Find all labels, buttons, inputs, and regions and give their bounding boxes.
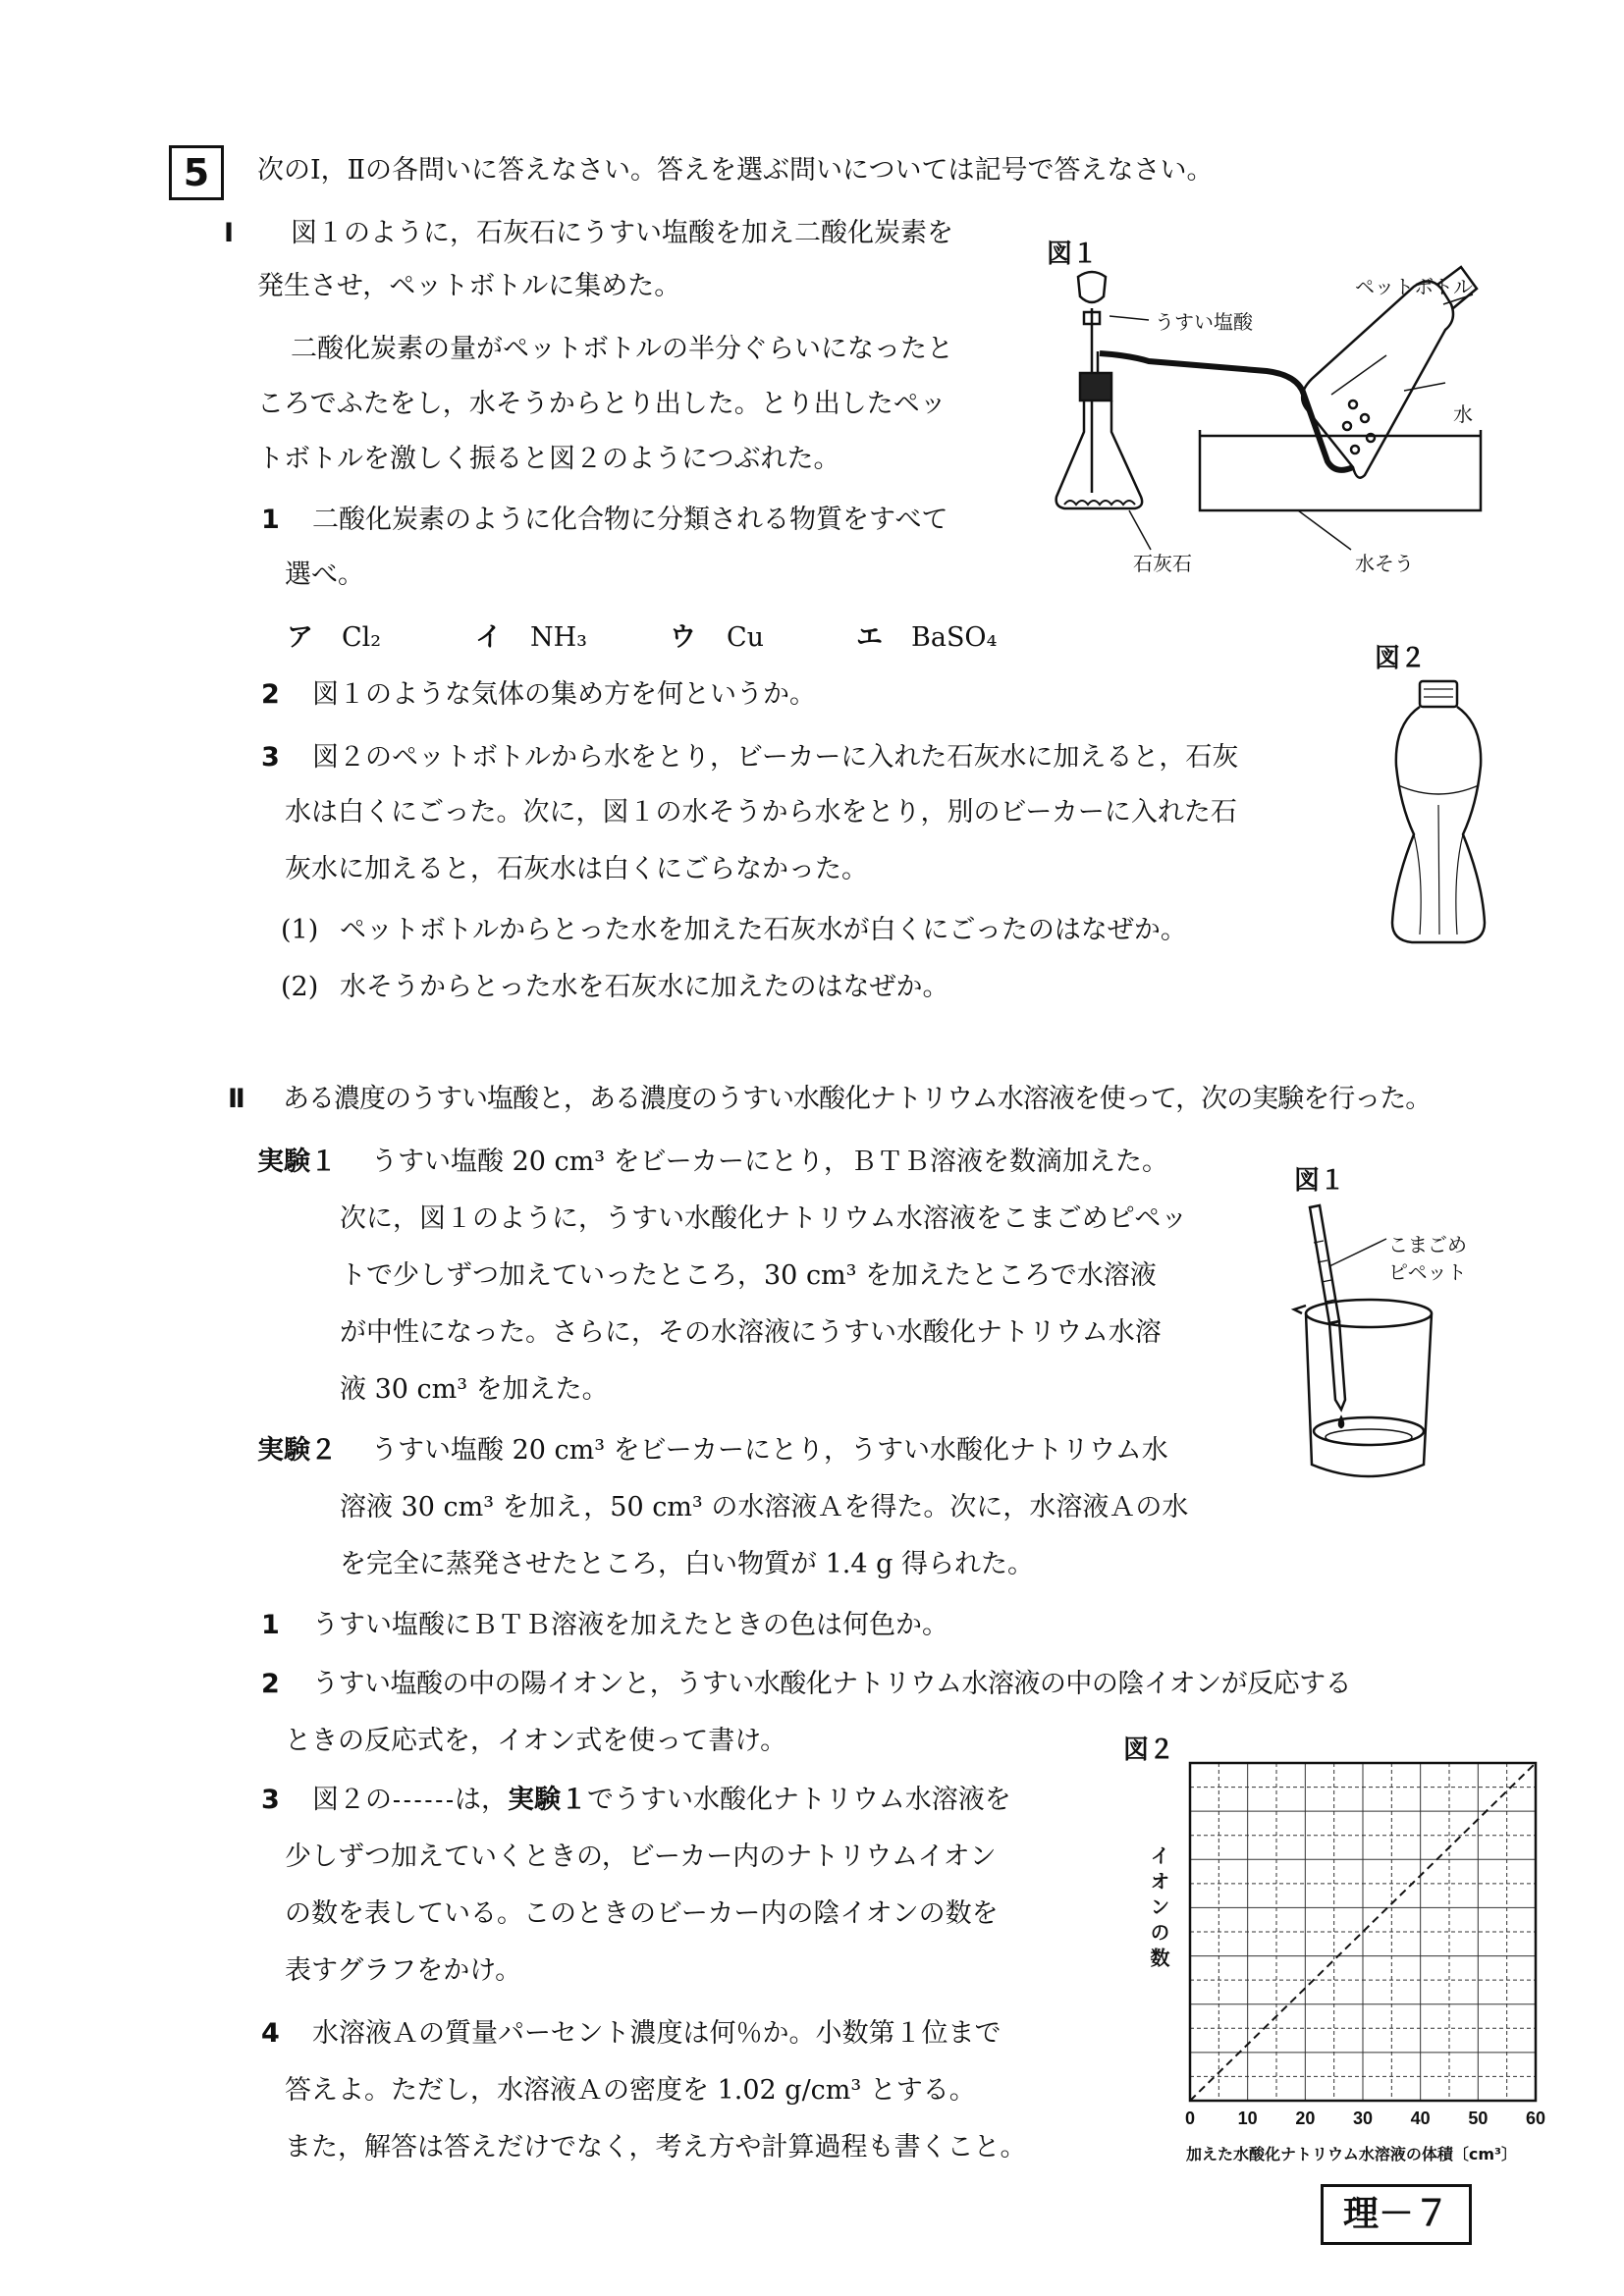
exp2-line-1: うすい塩酸 20 cm³ をビーカーにとり，うすい水酸化ナトリウム水 — [371, 1435, 1168, 1466]
part1-intro-line-5: トボトルを激しく振ると図２のようにつぶれた。 — [257, 444, 840, 474]
p2-q4-line-3: また，解答は答えだけでなく，考え方や計算過程も書くこと。 — [285, 2132, 1027, 2163]
p2-q2-line-1: うすい塩酸の中の陽イオンと，うすい水酸化ナトリウム水溶液の中の陰イオンが反応する — [312, 1669, 1352, 1699]
p2-fig2-title: 図２ — [1123, 1735, 1175, 1765]
exp2-line-2: 溶液 30 cm³ を加え，50 cm³ の水溶液Ａを得た。次に，水溶液Ａの水 — [340, 1492, 1189, 1522]
x-tick-label: 60 — [1525, 2109, 1546, 2128]
p1-q1-line-1: 二酸化炭素のように化合物に分類される物質をすべて — [312, 505, 948, 535]
p1-fig1-label-limestone: 石灰石 — [1133, 552, 1192, 575]
p1-fig1-title: 図１ — [1047, 240, 1099, 269]
p2-q3-line-3: の数を表している。このときのビーカー内の陰イオンの数を — [285, 1898, 999, 1929]
x-tick-label: 10 — [1237, 2109, 1258, 2128]
gas-collection-apparatus — [1041, 265, 1512, 589]
p2-q2-number: 2 — [261, 1669, 280, 1699]
p2-q1-text: うすい塩酸にＢＴＢ溶液を加えたときの色は何色か。 — [312, 1610, 948, 1640]
p1-fig1-label-bottle: ペットボトル — [1355, 275, 1473, 298]
p2-q3-line-1-b: は， — [455, 1785, 508, 1815]
part2-intro: ある濃度のうすい塩酸と，ある濃度のうすい水酸化ナトリウム水溶液を使って，次の実験を行った。 — [283, 1084, 1432, 1114]
choice-c-mark: ウ — [670, 622, 696, 653]
p1-q3-sub2-text: 水そうからとった水を石灰水に加えたのはなぜか。 — [340, 972, 949, 1002]
p1-fig1-label-water: 水 — [1453, 402, 1473, 426]
question-number-box: 5 — [169, 145, 224, 200]
part1-intro-line-2: 発生させ，ペットボトルに集めた。 — [257, 271, 681, 301]
dashed-line-sample — [394, 1800, 453, 1802]
exp1-label: 実験１ — [257, 1147, 337, 1177]
x-tick-label: 20 — [1295, 2109, 1316, 2128]
part1-intro-line-4: ころでふたをし，水そうからとり出した。とり出したペッ — [257, 389, 947, 419]
p2-fig1-label-pipette-2: ピペット — [1388, 1260, 1467, 1284]
choice-b-mark: イ — [475, 622, 502, 653]
exp1-line-1: うすい塩酸 20 cm³ をビーカーにとり，ＢＴＢ溶液を数滴加えた。 — [371, 1147, 1169, 1177]
p1-q1-number: 1 — [261, 505, 280, 535]
crushed-bottle-illustration — [1384, 677, 1492, 947]
p2-q3-number: 3 — [261, 1785, 280, 1815]
p2-q3-line-1 — [312, 1781, 1011, 1820]
part1-intro-line-1: 図１のように，石灰石にうすい塩酸を加え二酸化炭素を — [291, 218, 953, 248]
p1-q3-line-2: 水は白くにごった。次に，図１の水そうから水をとり，別のビーカーに入れた石 — [285, 797, 1237, 828]
p1-q3-number: 3 — [261, 742, 280, 773]
choice-a-mark: ア — [287, 622, 313, 653]
p2-q4-line-2: 答えよ。ただし，水溶液Ａの密度を 1.02 g/cm³ とする。 — [285, 2075, 976, 2106]
choice-b-text: NH₃ — [530, 622, 587, 653]
p2-q4-line-1: 水溶液Ａの質量パーセント濃度は何％か。小数第１位まで — [312, 2018, 1001, 2049]
choice-d-mark: エ — [856, 622, 883, 653]
choice-a-text: Cl₂ — [342, 622, 382, 653]
p1-q2-text: 図１のような気体の集め方を何というか。 — [312, 679, 816, 710]
page-label: 理－７ — [1321, 2184, 1472, 2245]
chart-x-label: 加えた水酸化ナトリウム水溶液の体積〔cm³〕 — [1186, 2145, 1518, 2163]
p2-q1-number: 1 — [261, 1610, 280, 1640]
p2-q3-line-1-d: でうすい水酸化ナトリウム水溶液を — [587, 1785, 1011, 1815]
p1-q3-line-3: 灰水に加えると，石灰水は白くにごらなかった。 — [285, 854, 868, 884]
pipette-beaker-illustration — [1292, 1203, 1489, 1498]
p2-q3-line-1-c: 実験１ — [508, 1785, 587, 1815]
p1-q1-line-2: 選べ。 — [285, 560, 364, 590]
exp2-line-3: を完全に蒸発させたところ，白い物質が 1.4 g 得られた。 — [340, 1549, 1034, 1579]
p2-q4-number: 4 — [261, 2018, 280, 2049]
p2-q3-line-2: 少しずつ加えていくときの，ビーカー内のナトリウムイオン — [285, 1842, 997, 1872]
p1-fig1-label-tank: 水そう — [1355, 552, 1414, 575]
ion-count-chart — [1178, 1753, 1561, 2136]
choice-c-text: Cu — [727, 622, 765, 653]
exp1-line-4: が中性になった。さらに，その水溶液にうすい水酸化ナトリウム水溶 — [340, 1317, 1162, 1348]
part2-label: Ⅱ — [228, 1084, 245, 1114]
x-tick-label: 0 — [1184, 2109, 1196, 2128]
part1-intro-line-3: 二酸化炭素の量がペットボトルの半分ぐらいになったと — [291, 334, 953, 364]
p2-fig1-label-pipette-1: こまごめ — [1388, 1233, 1467, 1256]
exp2-label: 実験２ — [257, 1435, 337, 1466]
p1-q3-sub1-number: (1) — [281, 915, 319, 945]
x-tick-label: 30 — [1352, 2109, 1374, 2128]
p2-fig1-title: 図１ — [1294, 1166, 1346, 1196]
p1-q3-line-1: 図２のペットボトルから水をとり，ビーカーに入れた石灰水に加えると，石灰 — [312, 742, 1239, 773]
p1-fig2-title: 図２ — [1375, 644, 1427, 673]
part1-label: Ⅰ — [224, 218, 235, 248]
x-tick-label: 50 — [1468, 2109, 1489, 2128]
exp1-line-3: トで少しずつ加えていったところ，30 cm³ を加えたところで水溶液 — [340, 1260, 1157, 1291]
p2-q3-line-4: 表すグラフをかけ。 — [285, 1955, 522, 1986]
p2-q2-line-2: ときの反応式を，イオン式を使って書け。 — [285, 1726, 787, 1756]
exp1-line-5: 液 30 cm³ を加えた。 — [340, 1374, 609, 1405]
p2-q3-line-1-a: 図２の — [312, 1785, 392, 1815]
p1-q3-sub2-number: (2) — [281, 972, 319, 1002]
instruction: 次のⅠ，Ⅱの各問いに答えなさい。答えを選ぶ問いについては記号で答えなさい。 — [257, 155, 1214, 186]
exp1-line-2: 次に，図１のように，うすい水酸化ナトリウム水溶液をこまごめピペッ — [340, 1203, 1188, 1234]
p1-fig1-label-acid: うすい塩酸 — [1155, 310, 1253, 334]
x-tick-label: 40 — [1410, 2109, 1431, 2128]
p1-q3-sub1-text: ペットボトルからとった水を加えた石灰水が白くにごったのはなぜか。 — [340, 915, 1187, 945]
chart-y-label: イオンの数 — [1147, 1845, 1170, 1973]
choice-d-text: BaSO₄ — [911, 622, 998, 653]
p1-q2-number: 2 — [261, 679, 280, 710]
